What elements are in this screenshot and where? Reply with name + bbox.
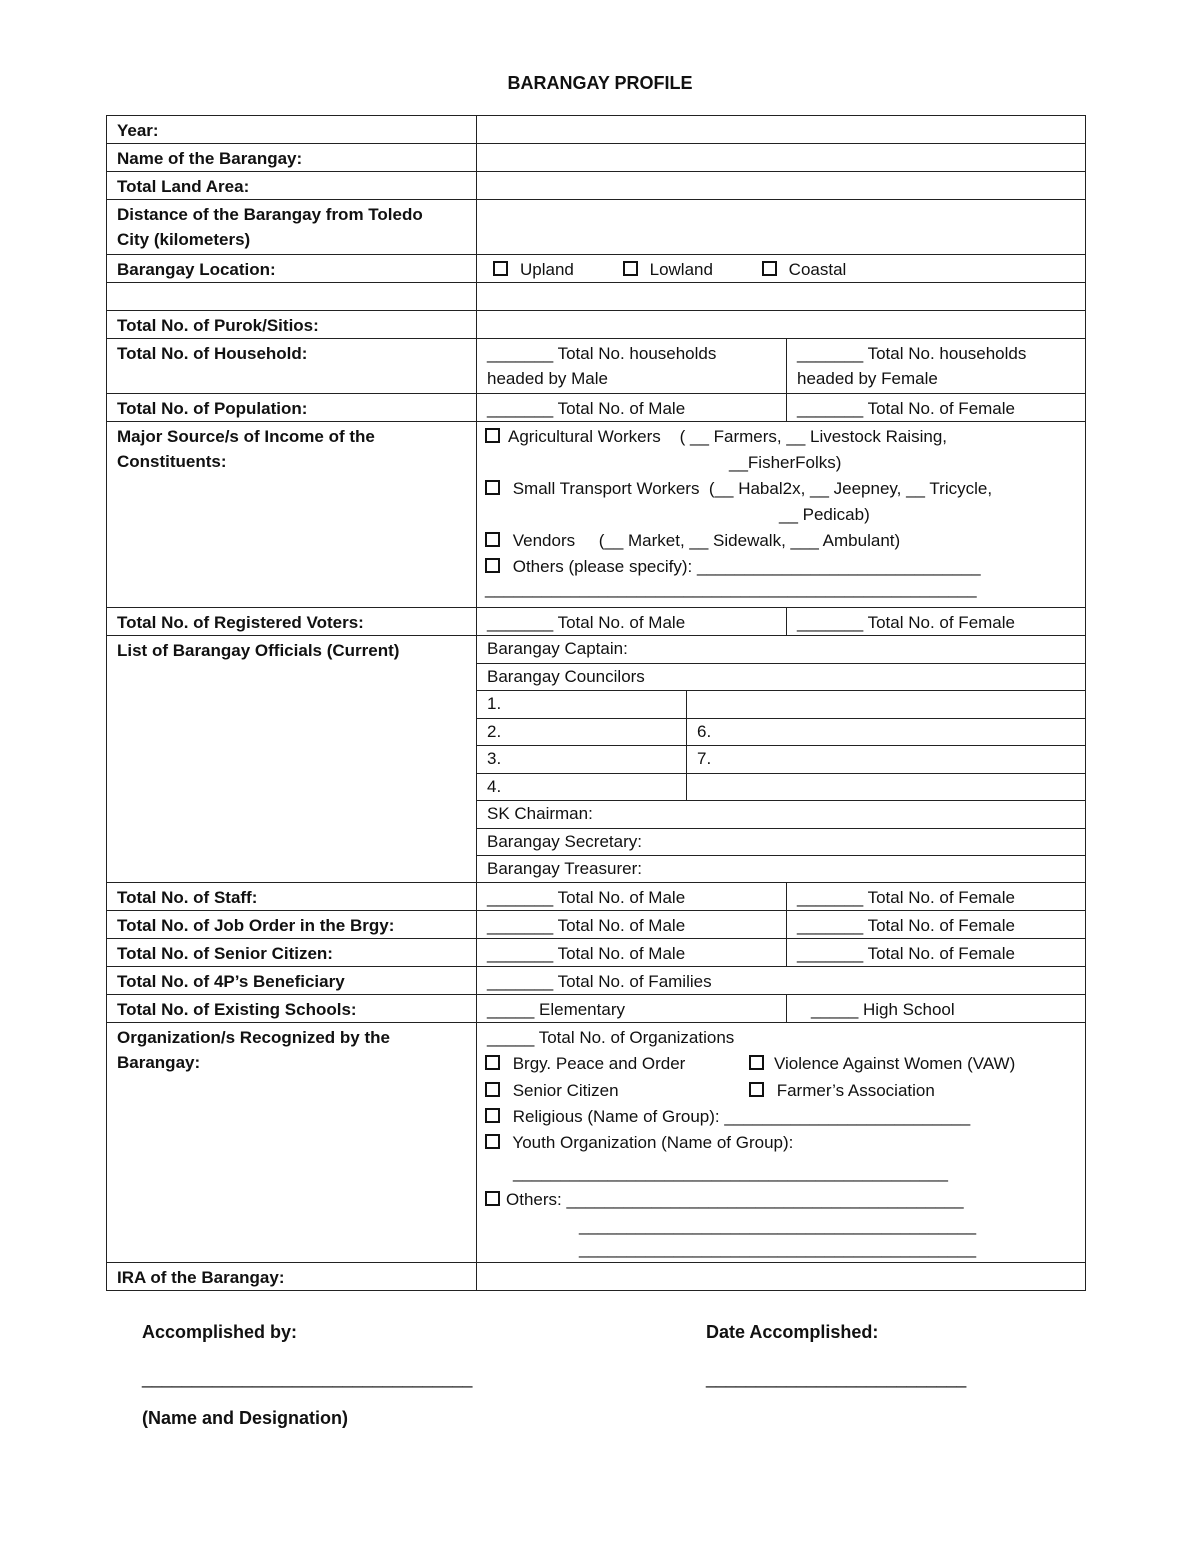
date-accomplished-line[interactable]: __________________________ [706,1368,967,1388]
row-income [107,422,1085,608]
checkbox-icon[interactable] [762,261,777,276]
option-upland-label: Upland [520,260,574,279]
date-accomplished-label: Date Accomplished: [706,1322,879,1342]
row-orgs [107,1023,1085,1263]
field-blank[interactable] [477,283,1085,310]
location-options [477,255,1085,282]
population-female[interactable]: _______ Total No. of Female [797,399,1015,418]
row-household [107,339,1085,394]
org-farmer[interactable] [749,1081,935,1100]
option-lowland-label: Lowland [649,260,713,279]
row-distance [107,200,1085,255]
field-ira[interactable] [477,1263,1085,1290]
row-senior [107,939,1085,967]
income-others[interactable] [485,554,1075,580]
row-land-area [107,172,1085,200]
label-purok: Total No. of Purok/Sitios: [107,311,477,338]
org-farmer-label: Farmer’s Association [772,1080,935,1100]
org-youth-label: Youth Organization (Name of Group): [508,1133,794,1153]
field-distance[interactable] [477,200,1085,254]
label-distance [107,200,477,254]
voters-female[interactable]: _______ Total No. of Female [797,613,1015,632]
label-income-line1: Major Source/s of Income of the [117,427,375,446]
org-others-line-2[interactable]: __________________________________________ [579,1239,977,1259]
org-youth[interactable] [485,1130,1075,1156]
income-transport-cont: __ Pedicab) [779,505,870,524]
field-purok[interactable] [477,311,1085,338]
councilor-2[interactable]: 2. [477,719,687,746]
official-treasurer[interactable]: Barangay Treasurer: [487,859,642,878]
field-year[interactable] [477,116,1085,143]
label-name: Name of the Barangay: [107,144,477,171]
councilor-6[interactable]: 6. [697,721,712,741]
job-order-male[interactable]: _______ Total No. of Male [477,911,787,938]
official-secretary[interactable]: Barangay Secretary: [477,829,1085,857]
checkbox-icon[interactable] [493,261,508,276]
official-captain[interactable]: Barangay Captain: [477,636,1085,664]
barangay-profile-form [106,115,1086,1291]
population-male[interactable]: _______ Total No. of Male [477,394,787,421]
label-income-line2: Constituents: [117,452,227,471]
label-distance-line2: City (kilometers) [117,230,251,249]
accomplished-by-line[interactable]: _________________________________ [142,1368,473,1388]
income-options [477,422,1085,607]
org-vaw-label: Violence Against Women (VAW) [774,1054,1016,1074]
row-4ps [107,967,1085,995]
org-others-label: Others: __________________________________________ [506,1189,964,1209]
org-peace-label: Brgy. Peace and Order [508,1054,686,1074]
row-blank [107,283,1085,311]
label-schools: Total No. of Existing Schools: [107,995,477,1022]
row-job-order [107,911,1085,939]
checkbox-icon[interactable] [485,1134,500,1149]
row-ira [107,1263,1085,1290]
page-title: BARANGAY PROFILE [507,73,693,93]
income-transport-label: Small Transport Workers (__ Habal2x, __ Jeepney, __ Tricycle, [508,479,993,498]
orgs-row-senior-farmer [485,1078,1075,1104]
voters-male[interactable]: _______ Total No. of Male [477,608,787,635]
label-orgs-line2: Barangay: [117,1053,201,1072]
row-purok [107,311,1085,339]
staff-female[interactable]: _______ Total No. of Female [797,888,1015,907]
income-transport[interactable] [485,476,1075,502]
field-name[interactable] [477,144,1085,171]
label-location: Barangay Location: [107,255,477,282]
household-male[interactable] [477,339,787,393]
income-vendors-label: Vendors (__ Market, __ Sidewalk, ___ Ambulant) [508,531,901,550]
org-others-line-1[interactable]: __________________________________________ [579,1216,977,1236]
label-ira: IRA of the Barangay: [107,1263,477,1290]
household-female-line2: headed by Female [797,369,938,388]
org-senior[interactable] [485,1078,749,1104]
councilor-5[interactable] [687,691,707,718]
household-female[interactable] [787,339,1085,393]
org-vaw[interactable] [749,1054,1015,1073]
checkbox-icon[interactable] [485,1191,500,1206]
official-sk[interactable]: SK Chairman: [477,801,1085,829]
income-vendors[interactable] [485,528,1075,554]
household-male-line2: headed by Male [487,369,608,388]
org-senior-label: Senior Citizen [508,1080,619,1100]
org-youth-line[interactable]: ______________________________________________ [513,1163,948,1183]
job-order-female[interactable]: _______ Total No. of Female [797,916,1015,935]
checkbox-icon[interactable] [749,1055,764,1070]
officials-list [477,636,1085,882]
label-4ps: Total No. of 4P’s Beneficiary [107,967,477,994]
option-coastal[interactable] [762,257,847,282]
schools-elementary[interactable]: _____ Elementary [477,995,787,1022]
checkbox-icon[interactable] [485,1082,500,1097]
label-officials: List of Barangay Officials (Current) [107,636,477,882]
row-schools [107,995,1085,1023]
name-designation-label: (Name and Designation) [142,1408,349,1428]
label-staff: Total No. of Staff: [107,883,477,910]
row-staff [107,883,1085,911]
councilor-row-3 [477,746,1085,774]
option-coastal-label: Coastal [788,260,847,279]
household-female-line1: _______ Total No. households [797,344,1027,363]
row-year [107,116,1085,144]
checkbox-icon[interactable] [623,261,638,276]
councilor-7[interactable]: 7. [697,749,712,768]
staff-male[interactable]: _______ Total No. of Male [477,883,787,910]
label-income [107,422,477,607]
label-blank [107,283,477,310]
household-male-line1: _______ Total No. households [487,344,717,363]
row-voters [107,608,1085,636]
label-orgs [107,1023,477,1262]
field-4ps[interactable]: _______ Total No. of Families [487,972,712,991]
label-household: Total No. of Household: [107,339,477,393]
councilor-1[interactable]: 1. [477,691,687,718]
row-location [107,255,1085,283]
org-others[interactable] [485,1187,1075,1213]
councilor-3[interactable]: 3. [477,746,687,773]
option-lowland[interactable] [623,257,713,282]
income-agri[interactable] [485,424,1075,450]
checkbox-icon[interactable] [485,558,500,573]
label-population: Total No. of Population: [107,394,477,421]
checkbox-icon[interactable] [485,1055,500,1070]
label-orgs-line1: Organization/s Recognized by the [117,1028,390,1047]
councilor-row-4 [477,774,1085,802]
org-religious[interactable] [485,1104,1075,1130]
checkbox-icon[interactable] [485,480,500,495]
councilor-8[interactable] [687,774,707,801]
income-others-label: Others (please specify): ______________________________ [508,557,981,576]
org-peace[interactable] [485,1051,749,1077]
label-year: Year: [107,116,477,143]
checkbox-icon[interactable] [485,1108,500,1123]
label-senior: Total No. of Senior Citizen: [107,939,477,966]
row-officials [107,636,1085,883]
checkbox-icon[interactable] [749,1082,764,1097]
orgs-row-peace-vaw [485,1051,1075,1077]
row-name [107,144,1085,172]
senior-female[interactable]: _______ Total No. of Female [797,944,1015,963]
label-voters: Total No. of Registered Voters: [107,608,477,635]
income-others-line[interactable]: ____________________________________________________ [485,579,977,598]
accomplished-by-label: Accomplished by: [142,1322,298,1342]
orgs-total[interactable]: _____ Total No. of Organizations [487,1028,735,1047]
councilor-row-1 [477,691,1085,719]
income-agri-cont: __FisherFolks) [729,453,842,472]
schools-high[interactable]: _____ High School [811,1000,955,1019]
official-councilors-heading: Barangay Councilors [477,664,1085,692]
councilor-row-2 [477,719,1085,747]
row-population [107,394,1085,422]
checkbox-icon[interactable] [485,532,500,547]
label-job-order: Total No. of Job Order in the Brgy: [107,911,477,938]
org-religious-label: Religious (Name of Group): __________________________ [508,1106,971,1126]
field-land-area[interactable] [477,172,1085,199]
senior-male[interactable]: _______ Total No. of Male [477,939,787,966]
label-distance-line1: Distance of the Barangay from Toledo [117,205,423,224]
checkbox-icon[interactable] [485,428,500,443]
label-land-area: Total Land Area: [107,172,477,199]
income-agri-label: Agricultural Workers ( __ Farmers, __ Livestock Raising, [508,427,947,446]
option-upland[interactable] [493,257,574,282]
councilor-4[interactable]: 4. [477,774,687,801]
orgs-options [477,1023,1085,1262]
